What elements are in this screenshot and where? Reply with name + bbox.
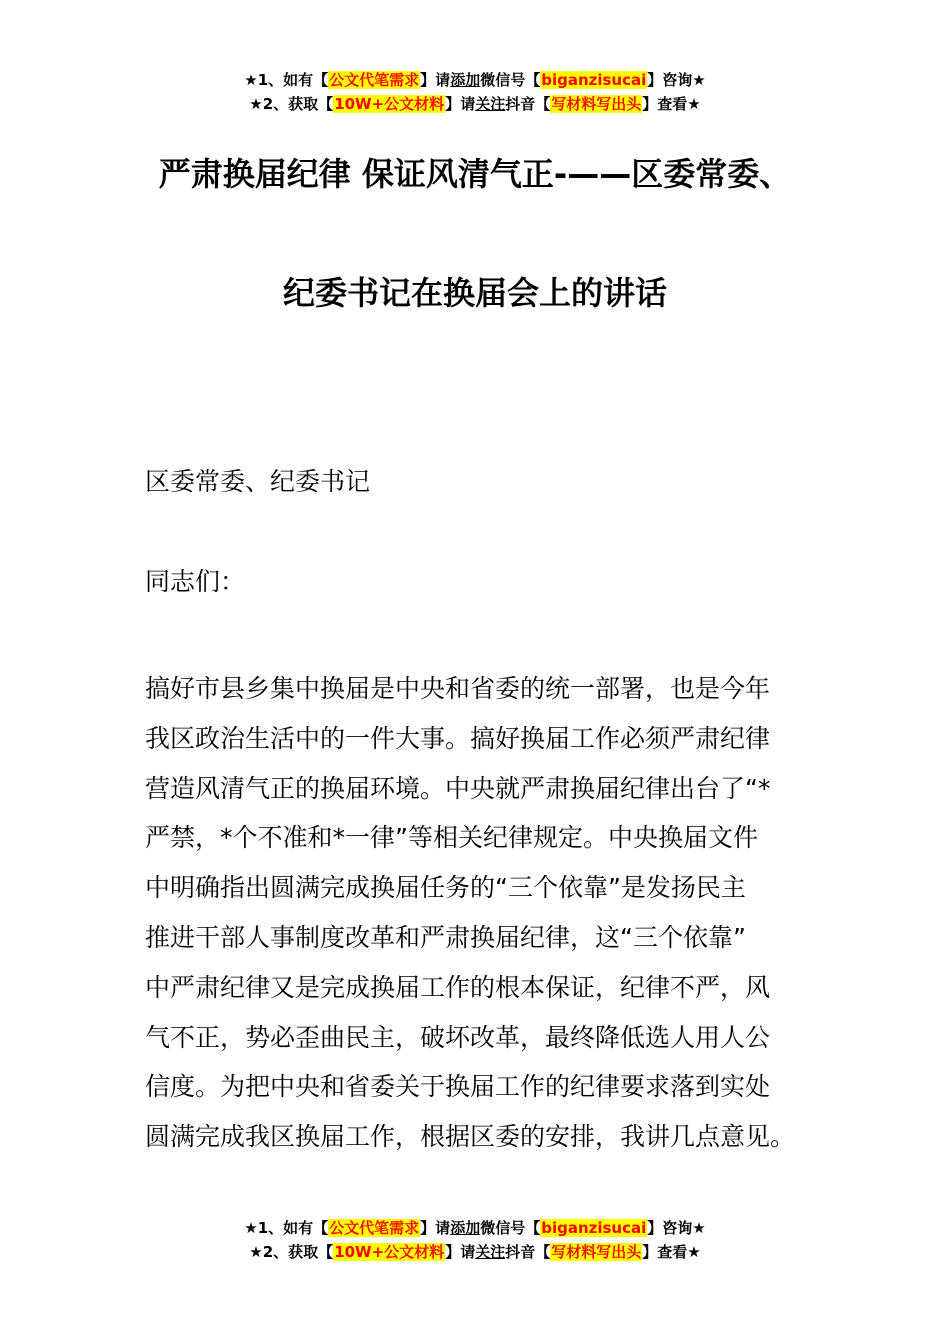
highlight-service: 公文代笔需求: [329, 1219, 420, 1237]
promo-banner-bottom: [0, 1216, 950, 1264]
highlight-douyin-id: 写材料写出头: [551, 95, 642, 113]
promo-line-2: ★2、获取【10W+公文材料】请关注抖音【写材料写出头】查看★: [249, 1243, 701, 1261]
body-line: 中明确指出圆满完成换届任务的“三个依靠”是发扬民主: [145, 873, 746, 903]
speaker-position: 区委常委、纪委书记: [145, 467, 371, 496]
highlight-wechat-id: biganzisucai: [541, 71, 647, 89]
body-line: 营造风清气正的换届环境。中央就严肃换届纪律出台了“*: [145, 773, 771, 803]
body-line: 严禁，*个不准和*一律”等相关纪律规定。中央换届文件: [145, 823, 758, 853]
promo-line-1: ★1、如有【公文代笔需求】请添加微信号【biganzisucai】咨询★: [244, 71, 706, 89]
promo-line-1: ★1、如有【公文代笔需求】请添加微信号【biganzisucai】咨询★: [244, 1219, 706, 1237]
highlight-douyin-id: 写材料写出头: [551, 1243, 642, 1261]
highlight-materials: 10W+公文材料: [334, 95, 445, 113]
promo-banner-top: [0, 68, 950, 116]
body-line: 推进干部人事制度改革和严肃换届纪律，这“三个依靠”: [145, 922, 746, 952]
body-line: 圆满完成我区换届工作，根据区委的安排，我讲几点意见。: [145, 1122, 796, 1152]
highlight-materials: 10W+公文材料: [334, 1243, 445, 1261]
body-line: 中严肃纪律又是完成换届工作的根本保证，纪律不严，风: [145, 972, 771, 1002]
body-line: 气不正，势必歪曲民主，破坏改革，最终降低选人用人公: [145, 1022, 771, 1052]
highlight-wechat-id: biganzisucai: [541, 1219, 647, 1237]
body-paragraph: [145, 664, 810, 1162]
document-title-line-1: 严肃换届纪律 保证风清气正-——区委常委、: [158, 155, 792, 193]
promo-line-2: ★2、获取【10W+公文材料】请关注抖音【写材料写出头】查看★: [249, 95, 701, 113]
highlight-service: 公文代笔需求: [329, 71, 420, 89]
document-title-line-2: 纪委书记在换届会上的讲话: [282, 274, 667, 312]
body-line: 信度。为把中央和省委关于换届工作的纪律要求落到实处: [145, 1072, 771, 1102]
body-line: 搞好市县乡集中换届是中央和省委的统一部署，也是今年: [145, 674, 771, 703]
body-line: 我区政治生活中的一件大事。搞好换届工作必须严肃纪律: [145, 723, 771, 753]
greeting: 同志们：: [145, 567, 246, 596]
